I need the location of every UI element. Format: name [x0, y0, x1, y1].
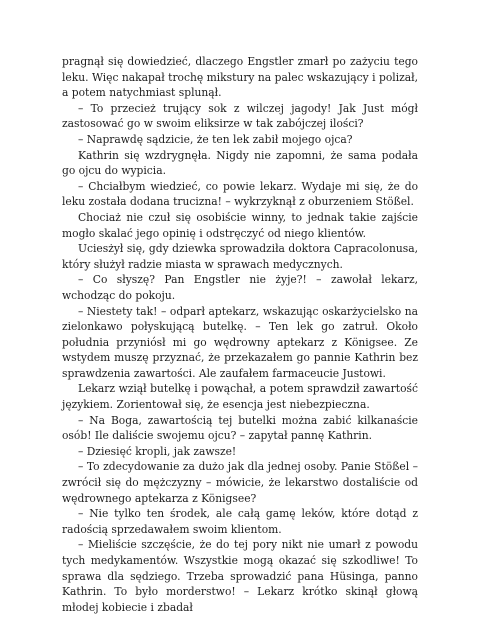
paragraph-11: – Na Boga, zawartością tej butelki można zabić kilkanaście osób! Ile daliście swojemu ojcu? – zapytał pannę Kathrin.	[62, 413, 418, 443]
paragraph-4: Kathrin się wzdrygnęła. Nigdy nie zapomni, że sama podała go ojcu do wypicia.	[62, 148, 418, 178]
paragraph-13: – To zdecydowanie za dużo jak dla jednej osoby. Panie Stößel – zwrócił się do mężczyzny – mówicie, że lekarstwo dostaliście od wędrownego aptekarza z Königsee?	[62, 460, 418, 505]
paragraph-1: pragnął się dowiedzieć, dlaczego Engstler zmarł po zażyciu tego leku. Więc nakapał trochę mikstury na palec wskazujący i polizał, a potem natychmiast splunął.	[62, 55, 418, 100]
paragraph-9: – Niestety tak! – odparł aptekarz, wskazując oskarżycielsko na zielonkawo połyskującą butelkę. – Ten lek go zatruł. Około południa przyniósł mi go wędrowny aptekarz z Königsee. Ze wstydem muszę przyznać, że przekazałem go pannie Kathrin bez sprawdzenia zawartości. Ale zaufałem farmaceucie Justowi.	[62, 304, 418, 380]
paragraph-6: Chociaż nie czuł się osobiście winny, to jednak takie zajście mogło skalać jego opinię i odstręczyć od niego klientów.	[62, 210, 418, 240]
paragraph-8: – Co słyszę? Pan Engstler nie żyje?! – zawołał lekarz, wchodząc do pokoju.	[62, 273, 418, 302]
paragraph-3: – Naprawdę sądzicie, że ten lek zabił mojego ojca?	[78, 132, 353, 146]
paragraph-14: – Nie tylko ten środek, ale całą gamę leków, które dotąd z radością sprzedawałem swoim klientom.	[62, 507, 418, 536]
paragraph-12: – Dziesięć kropli, jak zawsze!	[78, 444, 237, 458]
paragraph-5: – Chciałbym wiedzieć, co powie lekarz. Wydaje mi się, że do leku została dodana trucizna! – wykrzyknął z oburzeniem Stößel.	[62, 179, 418, 209]
paragraph-2: – To przecież trujący sok z wilczej jagody! Jak Just mógł zastosować go w swoim eliksirze w tak zabójczej ilości?	[62, 101, 418, 131]
paragraph-15: – Mieliście szczęście, że do tej pory nikt nie umarł z powodu tych medykamentów. Wszystkie mogą okazać się szkodliwe! To sprawa dla sędziego. Trzeba sprowadzić pana Hüsinga, panno Kathrin. To było morderstwo! – Lekarz krótko skinął głową młodej kobiecie i zbadał	[62, 538, 418, 614]
paragraph-7: Uciesżył się, gdy dziewka sprowadziła doktora Capracolonusa, który służył radzie miasta w sprawach medycznych.	[62, 242, 418, 271]
book-page	[62, 54, 418, 615]
paragraph-10: Lekarz wziął butelkę i powąchał, a potem sprawdził zawartość językiem. Zorientował się, że esencja jest niebezpieczna.	[62, 382, 418, 412]
